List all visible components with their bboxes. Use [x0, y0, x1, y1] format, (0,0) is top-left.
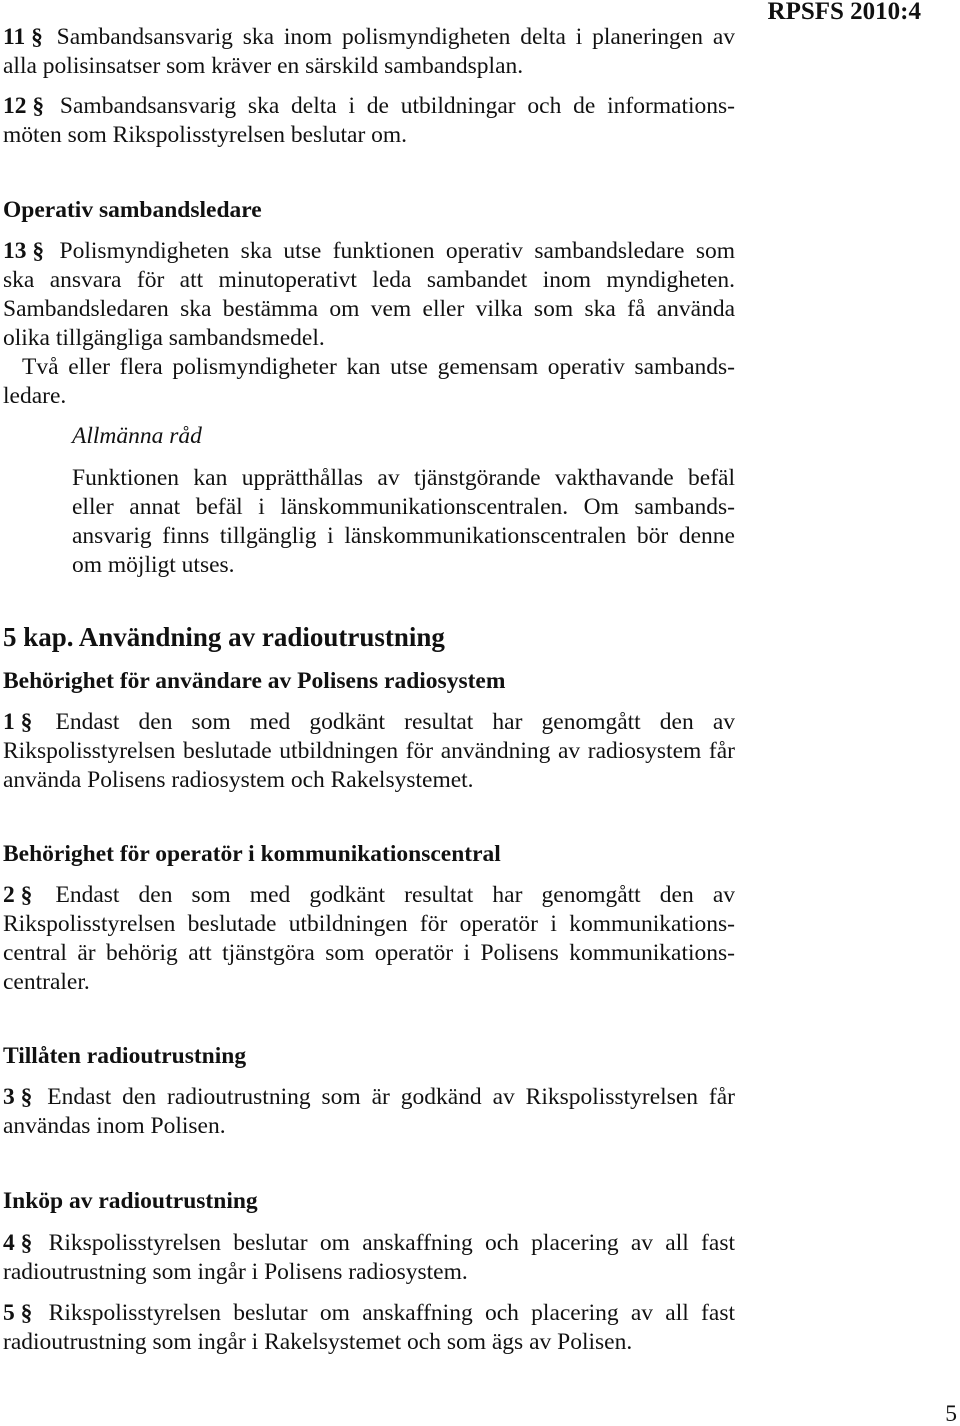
section-13 [3, 237, 735, 353]
section-11-line [3, 23, 735, 52]
section-13-line: olika tillgängliga sambandsmedel. [3, 325, 325, 351]
heading-operativ-sambandsledare: Operativ sambandsledare [3, 197, 262, 223]
section-13-number: 13 § [3, 238, 45, 264]
general-advice-line: Funktionen kan upprätthållas av tjänstgörande vakthavande befäl [72, 465, 735, 491]
chapter-title: 5 kap. Användning av radioutrustning [3, 622, 445, 652]
section-13-line [3, 237, 735, 266]
section-2-line: central är behörig att tjänstgöra som operatör i Polisens kommunikations- [3, 940, 735, 966]
section-4-line: radioutrustning som ingår i Polisens radiosystem. [3, 1259, 468, 1285]
section-2-line [3, 881, 735, 910]
section-1-line: Rikspolisstyrelsen beslutade utbildningen för användning av radiosystem får [3, 738, 735, 764]
section-1 [3, 708, 735, 795]
section-3 [3, 1083, 735, 1141]
section-4-number: 4 § [3, 1230, 33, 1256]
section-1-line: använda Polisens radiosystem och Rakelsystemet. [3, 767, 474, 793]
section-12-line: möten som Rikspolisstyrelsen beslutar om. [3, 122, 408, 148]
section-13-second-paragraph [3, 353, 735, 411]
section-12-line [3, 92, 735, 121]
general-advice-line: ansvarig finns tillgänglig i länskommunikationscentralen bör denne [72, 523, 735, 549]
general-advice-label: Allmänna råd [72, 423, 202, 449]
heading-allowed-equipment: Tillåten radioutrustning [3, 1043, 247, 1069]
section-12-number: 12 § [3, 93, 45, 119]
section-4-line [3, 1229, 735, 1258]
section-2-line: Rikspolisstyrelsen beslutade utbildningen för operatör i kommunikations- [3, 911, 735, 937]
section-11-number: 11 § [3, 24, 43, 50]
section-13-line: ska ansvara för att minutoperativt leda sambandet inom myndigheten. [3, 267, 735, 293]
general-advice-line: om möjligt utses. [72, 552, 235, 578]
section-5-number: 5 § [3, 1300, 33, 1326]
section-5 [3, 1299, 735, 1357]
general-advice-line: eller annat befäl i länskommunikationscentralen. Om sambands- [72, 494, 735, 520]
heading-users-authorization: Behörighet för användare av Polisens radiosystem [3, 668, 506, 694]
section-3-text: Endast den radioutrustning som är godkänd av Rikspolisstyrelsen får [47, 1084, 736, 1110]
section-3-number: 3 § [3, 1084, 33, 1110]
running-header: RPSFS 2010:4 [767, 0, 921, 25]
section-11 [3, 23, 735, 81]
section-2-line: centraler. [3, 969, 90, 995]
section-5-text: Rikspolisstyrelsen beslutar om anskaffning och placering av all fast [48, 1300, 735, 1326]
section-1-number: 1 § [3, 709, 33, 735]
section-1-text: Endast den som med godkänt resultat har genomgått den av [55, 709, 736, 735]
section-13-line: Sambandsledaren ska bestämma om vem eller vilka som ska få använda [3, 296, 735, 322]
section-11-text: Sambandsansvarig ska inom polismyndigheten delta i planeringen av [56, 24, 735, 50]
section-13-text: Polismyndigheten ska utse funktionen operativ sambandsledare som [59, 238, 735, 264]
section-3-line: användas inom Polisen. [3, 1113, 226, 1139]
section-3-line [3, 1083, 735, 1112]
section-13-line: ledare. [3, 383, 67, 409]
section-1-line [3, 708, 735, 737]
section-11-line: alla polisinsatser som kräver en särskild sambandsplan. [3, 53, 524, 79]
section-12-text: Sambandsansvarig ska delta i de utbildningar och de informations- [59, 93, 736, 119]
general-advice-text [72, 464, 735, 580]
section-4 [3, 1229, 735, 1287]
heading-purchase: Inköp av radioutrustning [3, 1188, 258, 1214]
section-2-number: 2 § [3, 882, 33, 908]
section-2-text: Endast den som med godkänt resultat har genomgått den av [55, 882, 736, 908]
section-4-text: Rikspolisstyrelsen beslutar om anskaffning och placering av all fast [48, 1230, 735, 1256]
section-5-line [3, 1299, 735, 1328]
heading-operators-authorization: Behörighet för operatör i kommunikationscentral [3, 841, 501, 867]
section-13-line: Två eller flera polismyndigheter kan utse gemensam operativ sambands- [22, 354, 735, 380]
section-5-line: radioutrustning som ingår i Rakelsystemet och som ägs av Polisen. [3, 1329, 633, 1355]
section-12 [3, 92, 735, 150]
page-number: 5 [945, 1401, 957, 1426]
section-2 [3, 881, 735, 997]
